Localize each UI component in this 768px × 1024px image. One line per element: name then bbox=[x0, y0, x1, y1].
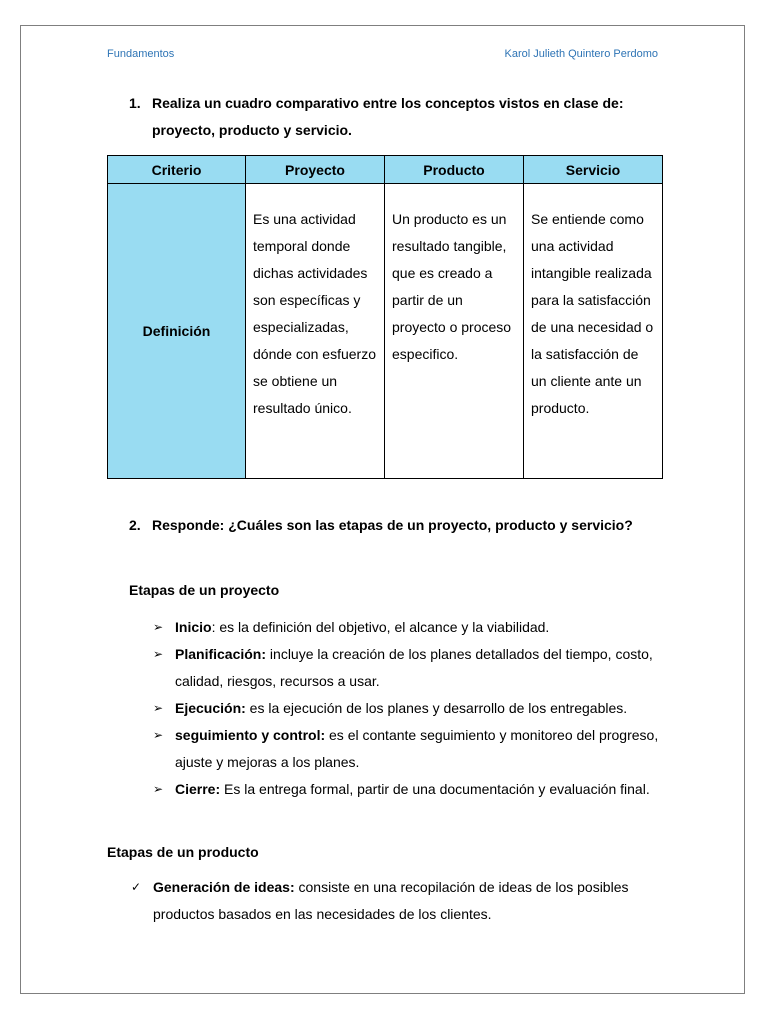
list-item bbox=[151, 776, 671, 803]
list-item bbox=[151, 641, 671, 695]
list-item bbox=[151, 614, 671, 641]
stage-term: Cierre: bbox=[175, 781, 221, 797]
list-item bbox=[129, 874, 669, 928]
stage-term: Generación de ideas: bbox=[153, 879, 295, 895]
arrow-bullet-icon: ➢ bbox=[153, 701, 164, 715]
arrow-bullet-icon: ➢ bbox=[153, 782, 164, 796]
header-criterio: Criterio bbox=[108, 156, 246, 184]
table-row bbox=[108, 184, 663, 479]
stage-term: seguimiento y control: bbox=[175, 727, 326, 743]
stage-desc: es el contante seguimiento y monitoreo del progreso, ajuste y mejoras a los planes. bbox=[175, 727, 659, 770]
stage-desc: Es la entrega formal, partir de una documentación y evaluación final. bbox=[220, 781, 650, 797]
question-2-text: Responde: ¿Cuáles son las etapas de un proyecto, producto y servicio? bbox=[152, 517, 633, 533]
header-servicio: Servicio bbox=[524, 156, 663, 184]
header-author: Karol Julieth Quintero Perdomo bbox=[504, 48, 658, 60]
stage-desc: es la ejecución de los planes y desarrollo de los entregables. bbox=[245, 700, 628, 716]
question-1-number: 1. bbox=[129, 95, 141, 111]
question-1-text: Realiza un cuadro comparativo entre los conceptos vistos en clase de: proyecto, producto y servicio. bbox=[152, 95, 624, 138]
question-2-number: 2. bbox=[129, 517, 141, 533]
header-producto: Producto bbox=[385, 156, 524, 184]
stage-desc: : es la definición del objetivo, el alcance y la viabilidad. bbox=[211, 619, 550, 635]
header-course: Fundamentos bbox=[107, 48, 175, 60]
project-stages-list bbox=[151, 614, 671, 803]
arrow-bullet-icon: ➢ bbox=[153, 728, 164, 742]
project-stages-heading: Etapas de un proyecto bbox=[129, 582, 280, 598]
checkmark-bullet-icon: ✓ bbox=[131, 880, 142, 894]
stage-term: Ejecución: bbox=[175, 700, 246, 716]
row-label-definicion: Definición bbox=[108, 184, 246, 479]
document-page bbox=[20, 25, 745, 994]
list-item bbox=[151, 695, 671, 722]
cell-producto-definicion: Un producto es un resultado tangible, que es creado a partir de un proyecto o proceso especifico. bbox=[385, 184, 524, 479]
stage-desc: incluye la creación de los planes detallados del tiempo, costo, calidad, riesgos, recursos a usar. bbox=[175, 646, 653, 689]
arrow-bullet-icon: ➢ bbox=[153, 647, 164, 661]
product-stages-list bbox=[129, 874, 669, 928]
stage-desc: consiste en una recopilación de ideas de los posibles productos basados en las necesidades de los clientes. bbox=[153, 879, 629, 922]
comparison-table bbox=[107, 155, 663, 479]
table-header-row bbox=[108, 156, 663, 184]
list-item bbox=[151, 722, 671, 776]
cell-servicio-definicion: Se entiende como una actividad intangible realizada para la satisfacción de una necesidad o la satisfacción de un cliente ante un producto. bbox=[524, 184, 663, 479]
cell-proyecto-definicion: Es una actividad temporal donde dichas actividades son específicas y especializadas, dónde con esfuerzo se obtiene un resultado único. bbox=[246, 184, 385, 479]
stage-term: Inicio bbox=[175, 619, 212, 635]
header-proyecto: Proyecto bbox=[246, 156, 385, 184]
stage-term: Planificación: bbox=[175, 646, 267, 662]
arrow-bullet-icon: ➢ bbox=[153, 620, 164, 634]
product-stages-heading: Etapas de un producto bbox=[107, 844, 259, 860]
